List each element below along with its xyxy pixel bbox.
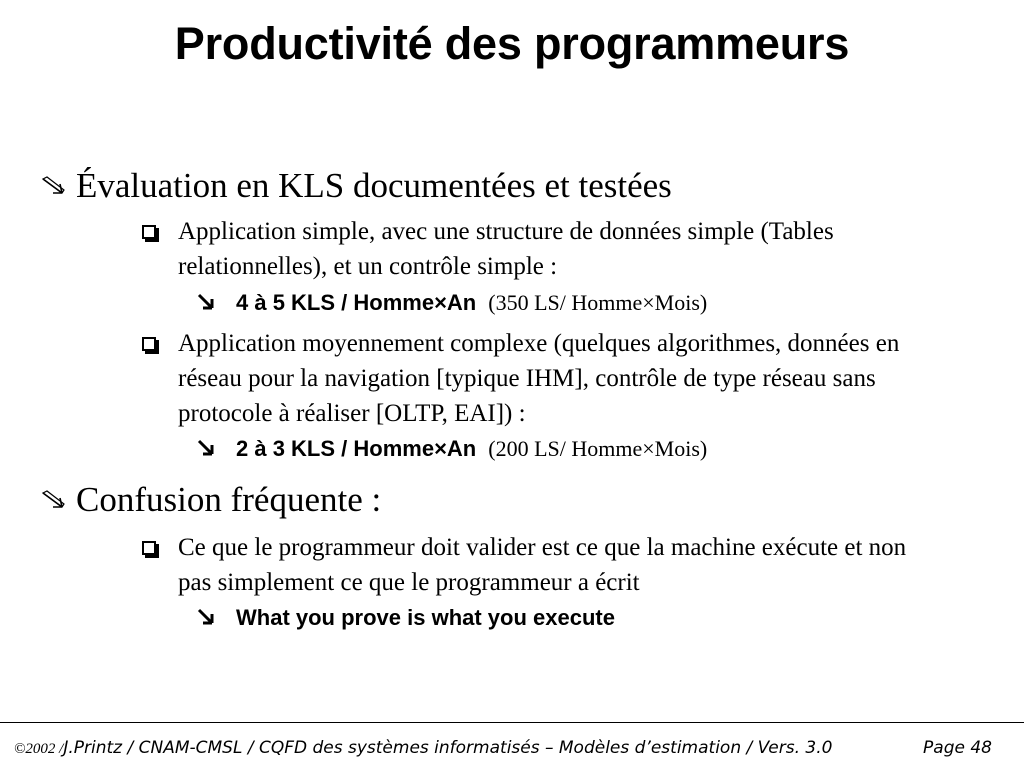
item-line: relationnelles), et un contrôle simple : bbox=[178, 253, 558, 280]
item-line: protocole à réaliser [OLTP, EAI]) : bbox=[178, 400, 526, 427]
footer-credits: J.Printz / CNAM-CMSL / CQFD des systèmes informatisés – Modèles d’estimation / Vers. 3.0 bbox=[63, 738, 833, 758]
hollow-arrow-icon bbox=[40, 169, 76, 209]
item-line: Application moyennement complexe (quelques algorithmes, données en bbox=[178, 330, 900, 357]
checkbox-bullet-icon bbox=[142, 337, 156, 351]
bullet-section-2 bbox=[40, 480, 381, 523]
sub-bold-text: What you prove is what you execute bbox=[236, 605, 615, 630]
item-line: Ce que le programmeur doit valider est ce que la machine exécute et non bbox=[178, 534, 907, 561]
bullet-section-1 bbox=[40, 166, 672, 209]
checkbox-bullet-icon bbox=[142, 541, 156, 555]
item-line: réseau pour la navigation [typique IHM], contrôle de type réseau sans bbox=[178, 365, 876, 392]
arrow-down-right-icon bbox=[196, 603, 236, 633]
section-1-heading: Évaluation en KLS documentées et testées bbox=[76, 166, 672, 205]
section-1-item-1-sub bbox=[196, 288, 707, 318]
footer-copyright: ©2002 / bbox=[14, 741, 64, 757]
sub-paren-text: (350 LS/ Homme×Mois) bbox=[488, 290, 708, 315]
arrow-down-right-icon bbox=[196, 434, 236, 464]
section-1-item-1 bbox=[140, 214, 1020, 284]
section-2-item-1 bbox=[140, 530, 1020, 600]
hollow-arrow-icon bbox=[40, 483, 76, 523]
page-number: Page 48 bbox=[923, 738, 992, 758]
sub-paren-text: (200 LS/ Homme×Mois) bbox=[488, 436, 708, 461]
sub-bold-text: 4 à 5 KLS / Homme×An bbox=[236, 290, 477, 315]
section-1-item-2 bbox=[140, 326, 1020, 431]
footer-divider bbox=[0, 722, 1024, 723]
section-2-heading: Confusion fréquente : bbox=[76, 480, 382, 519]
sub-bold-text: 2 à 3 KLS / Homme×An bbox=[236, 436, 477, 461]
slide-title: Productivité des programmeurs bbox=[174, 18, 850, 69]
section-2-item-1-sub bbox=[196, 603, 615, 633]
item-line: pas simplement ce que le programmeur a écrit bbox=[178, 569, 640, 596]
arrow-down-right-icon bbox=[196, 288, 236, 318]
section-1-item-2-sub bbox=[196, 434, 707, 464]
checkbox-bullet-icon bbox=[142, 225, 156, 239]
item-line: Application simple, avec une structure de données simple (Tables bbox=[178, 218, 834, 245]
footer-text bbox=[14, 738, 832, 758]
